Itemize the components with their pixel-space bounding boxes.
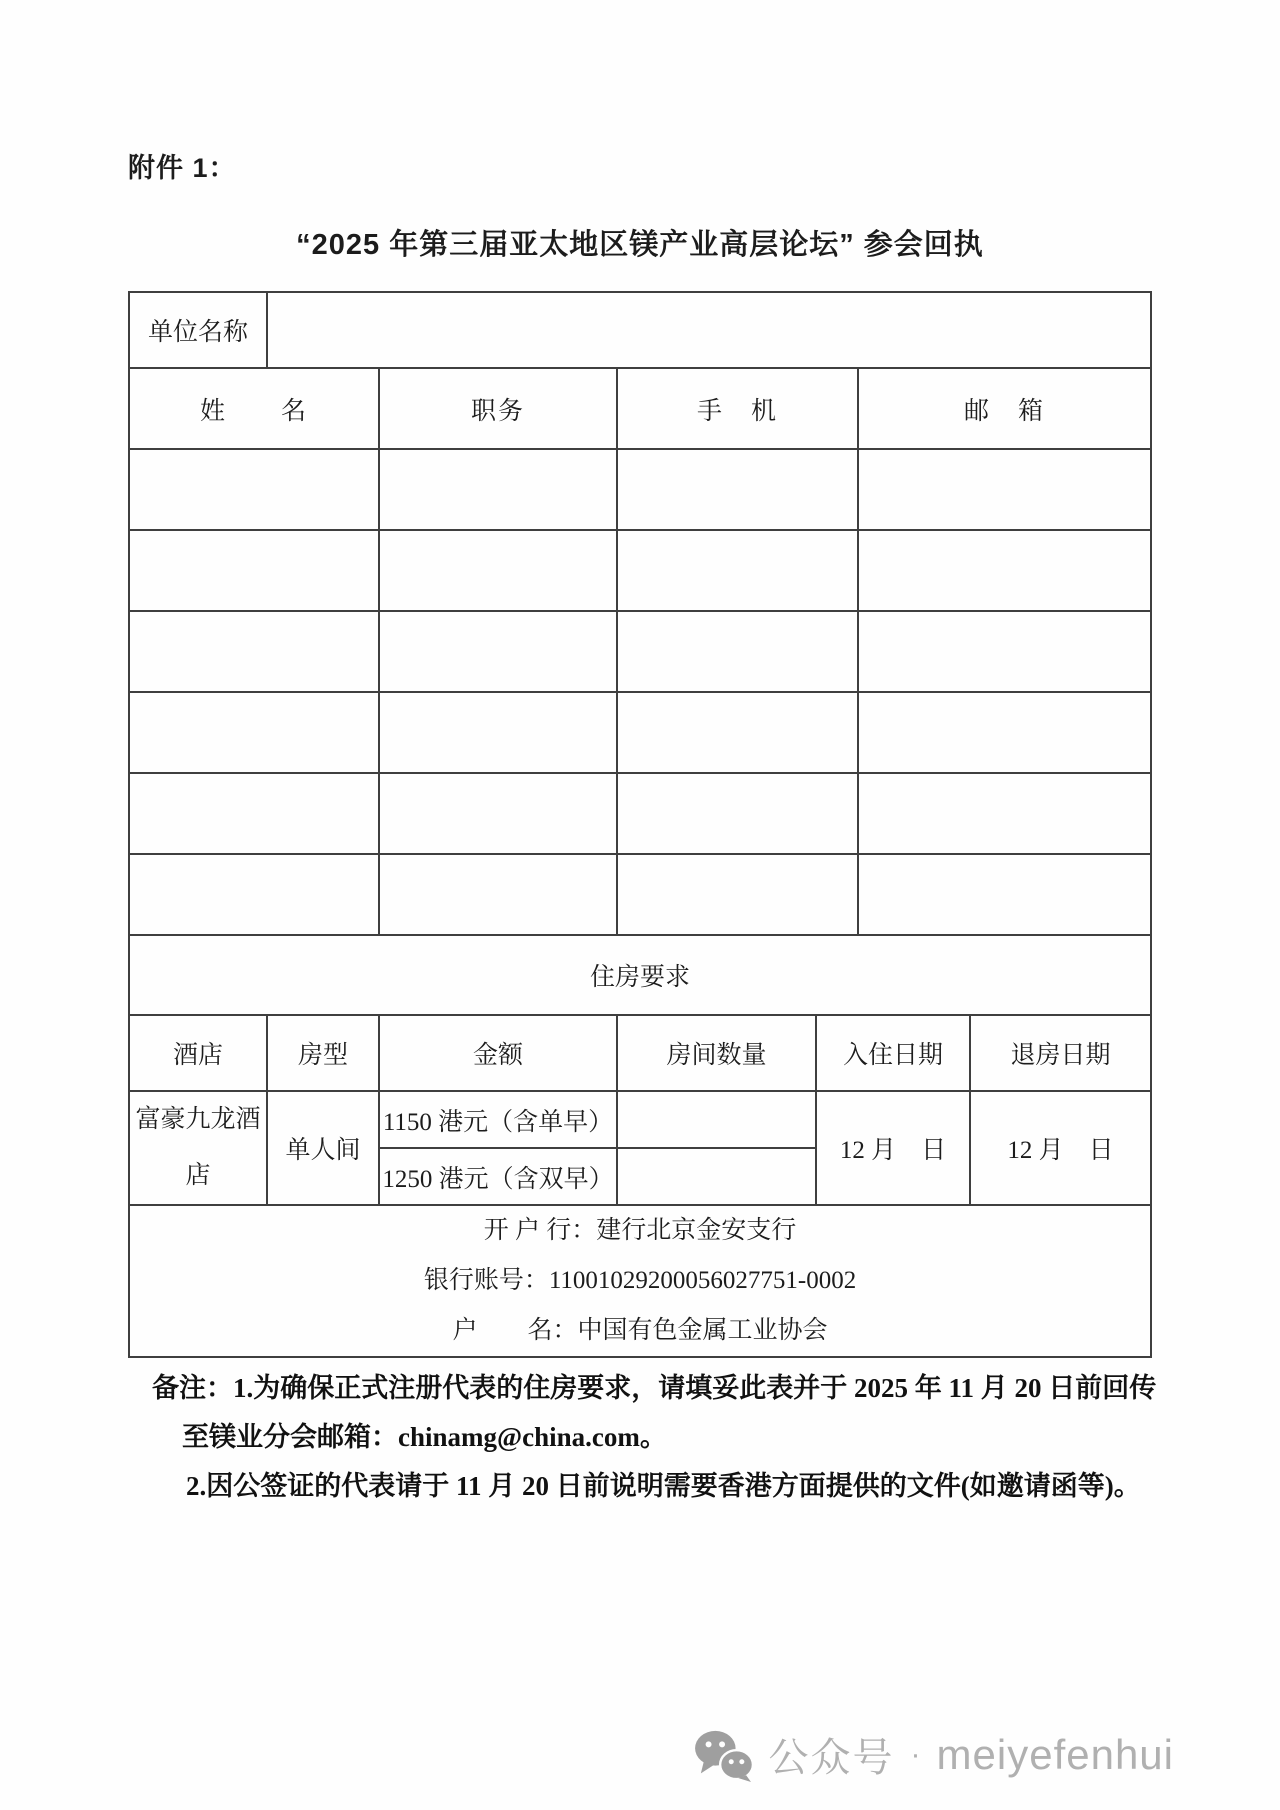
mobile-field <box>617 530 858 611</box>
check-out-date-field: 12 月 日 <box>970 1091 1151 1205</box>
attendee-row <box>129 449 1151 530</box>
attendee-row <box>129 530 1151 611</box>
unit-name-label: 单位名称 <box>129 292 267 368</box>
unit-name-field <box>267 292 1151 368</box>
watermark-separator: · <box>910 1737 921 1771</box>
email-field <box>858 773 1151 854</box>
name-field <box>129 854 379 935</box>
bank-branch-line: 开 户 行：建行北京金安支行 <box>483 1217 797 1244</box>
header-check-in: 入住日期 <box>816 1015 970 1091</box>
mobile-field <box>617 449 858 530</box>
email-field <box>858 692 1151 773</box>
remarks-block <box>152 1364 1182 1511</box>
wechat-watermark <box>693 1726 1174 1783</box>
housing-section-row <box>129 935 1151 1015</box>
header-room-type: 房型 <box>267 1015 379 1091</box>
email-field <box>858 611 1151 692</box>
header-hotel: 酒店 <box>129 1015 267 1091</box>
email-field <box>858 530 1151 611</box>
name-field <box>129 530 379 611</box>
attendee-row <box>129 773 1151 854</box>
price-double-breakfast: 1250 港元（含双早） <box>379 1148 617 1205</box>
mobile-field <box>617 854 858 935</box>
mobile-field <box>617 773 858 854</box>
page-title: “2025 年第三届亚太地区镁产业高层论坛” 参会回执 <box>296 229 984 261</box>
housing-section-title: 住房要求 <box>129 935 1151 1015</box>
bank-account-line: 银行账号：11001029200056027751-0002 <box>423 1267 857 1294</box>
bank-info-cell <box>129 1205 1151 1357</box>
remark-line-2: 至镁业分会邮箱：chinamg@china.com。 <box>182 1422 667 1452</box>
unit-name-row <box>129 292 1151 368</box>
check-in-date-field: 12 月 日 <box>816 1091 970 1205</box>
hotel-name: 富豪九龙酒店 <box>129 1091 267 1205</box>
contact-header-row <box>129 368 1151 449</box>
position-field <box>379 692 617 773</box>
attendee-row <box>129 854 1151 935</box>
name-field <box>129 692 379 773</box>
position-field <box>379 530 617 611</box>
price-single-breakfast: 1150 港元（含单早） <box>379 1091 617 1148</box>
header-position: 职务 <box>379 368 617 449</box>
email-field <box>858 854 1151 935</box>
header-email: 邮 箱 <box>858 368 1151 449</box>
email-field <box>858 449 1151 530</box>
name-field <box>129 449 379 530</box>
mobile-field <box>617 611 858 692</box>
header-amount: 金额 <box>379 1015 617 1091</box>
watermark-cn-text: 公众号 <box>768 1736 895 1780</box>
position-field <box>379 449 617 530</box>
registration-form-table <box>128 291 1152 1358</box>
wechat-icon <box>693 1728 755 1782</box>
position-field <box>379 611 617 692</box>
header-name: 姓 名 <box>129 368 379 449</box>
room-count-field <box>617 1148 816 1205</box>
watermark-account-name: meiyefenhui <box>936 1730 1174 1778</box>
housing-header-row <box>129 1015 1151 1091</box>
position-field <box>379 854 617 935</box>
header-room-count: 房间数量 <box>617 1015 816 1091</box>
header-mobile: 手 机 <box>617 368 858 449</box>
attendee-row <box>129 611 1151 692</box>
remark-line-1: 备注：1.为确保正式注册代表的住房要求，请填妥此表并于 2025 年 11 月 20 日前回传 <box>152 1373 1157 1403</box>
attachment-label: 附件 1： <box>128 153 237 183</box>
bank-info-row <box>129 1205 1151 1357</box>
position-field <box>379 773 617 854</box>
hotel-row-single-breakfast <box>129 1091 1151 1148</box>
mobile-field <box>617 692 858 773</box>
attendee-row <box>129 692 1151 773</box>
remark-line-3: 2.因公签证的代表请于 11 月 20 日前说明需要香港方面提供的文件(如邀请函等)。 <box>186 1471 1141 1501</box>
name-field <box>129 773 379 854</box>
room-type-value: 单人间 <box>267 1091 379 1205</box>
room-count-field <box>617 1091 816 1148</box>
name-field <box>129 611 379 692</box>
bank-holder-line: 户 名：中国有色金属工业协会 <box>452 1317 828 1344</box>
header-check-out: 退房日期 <box>970 1015 1151 1091</box>
